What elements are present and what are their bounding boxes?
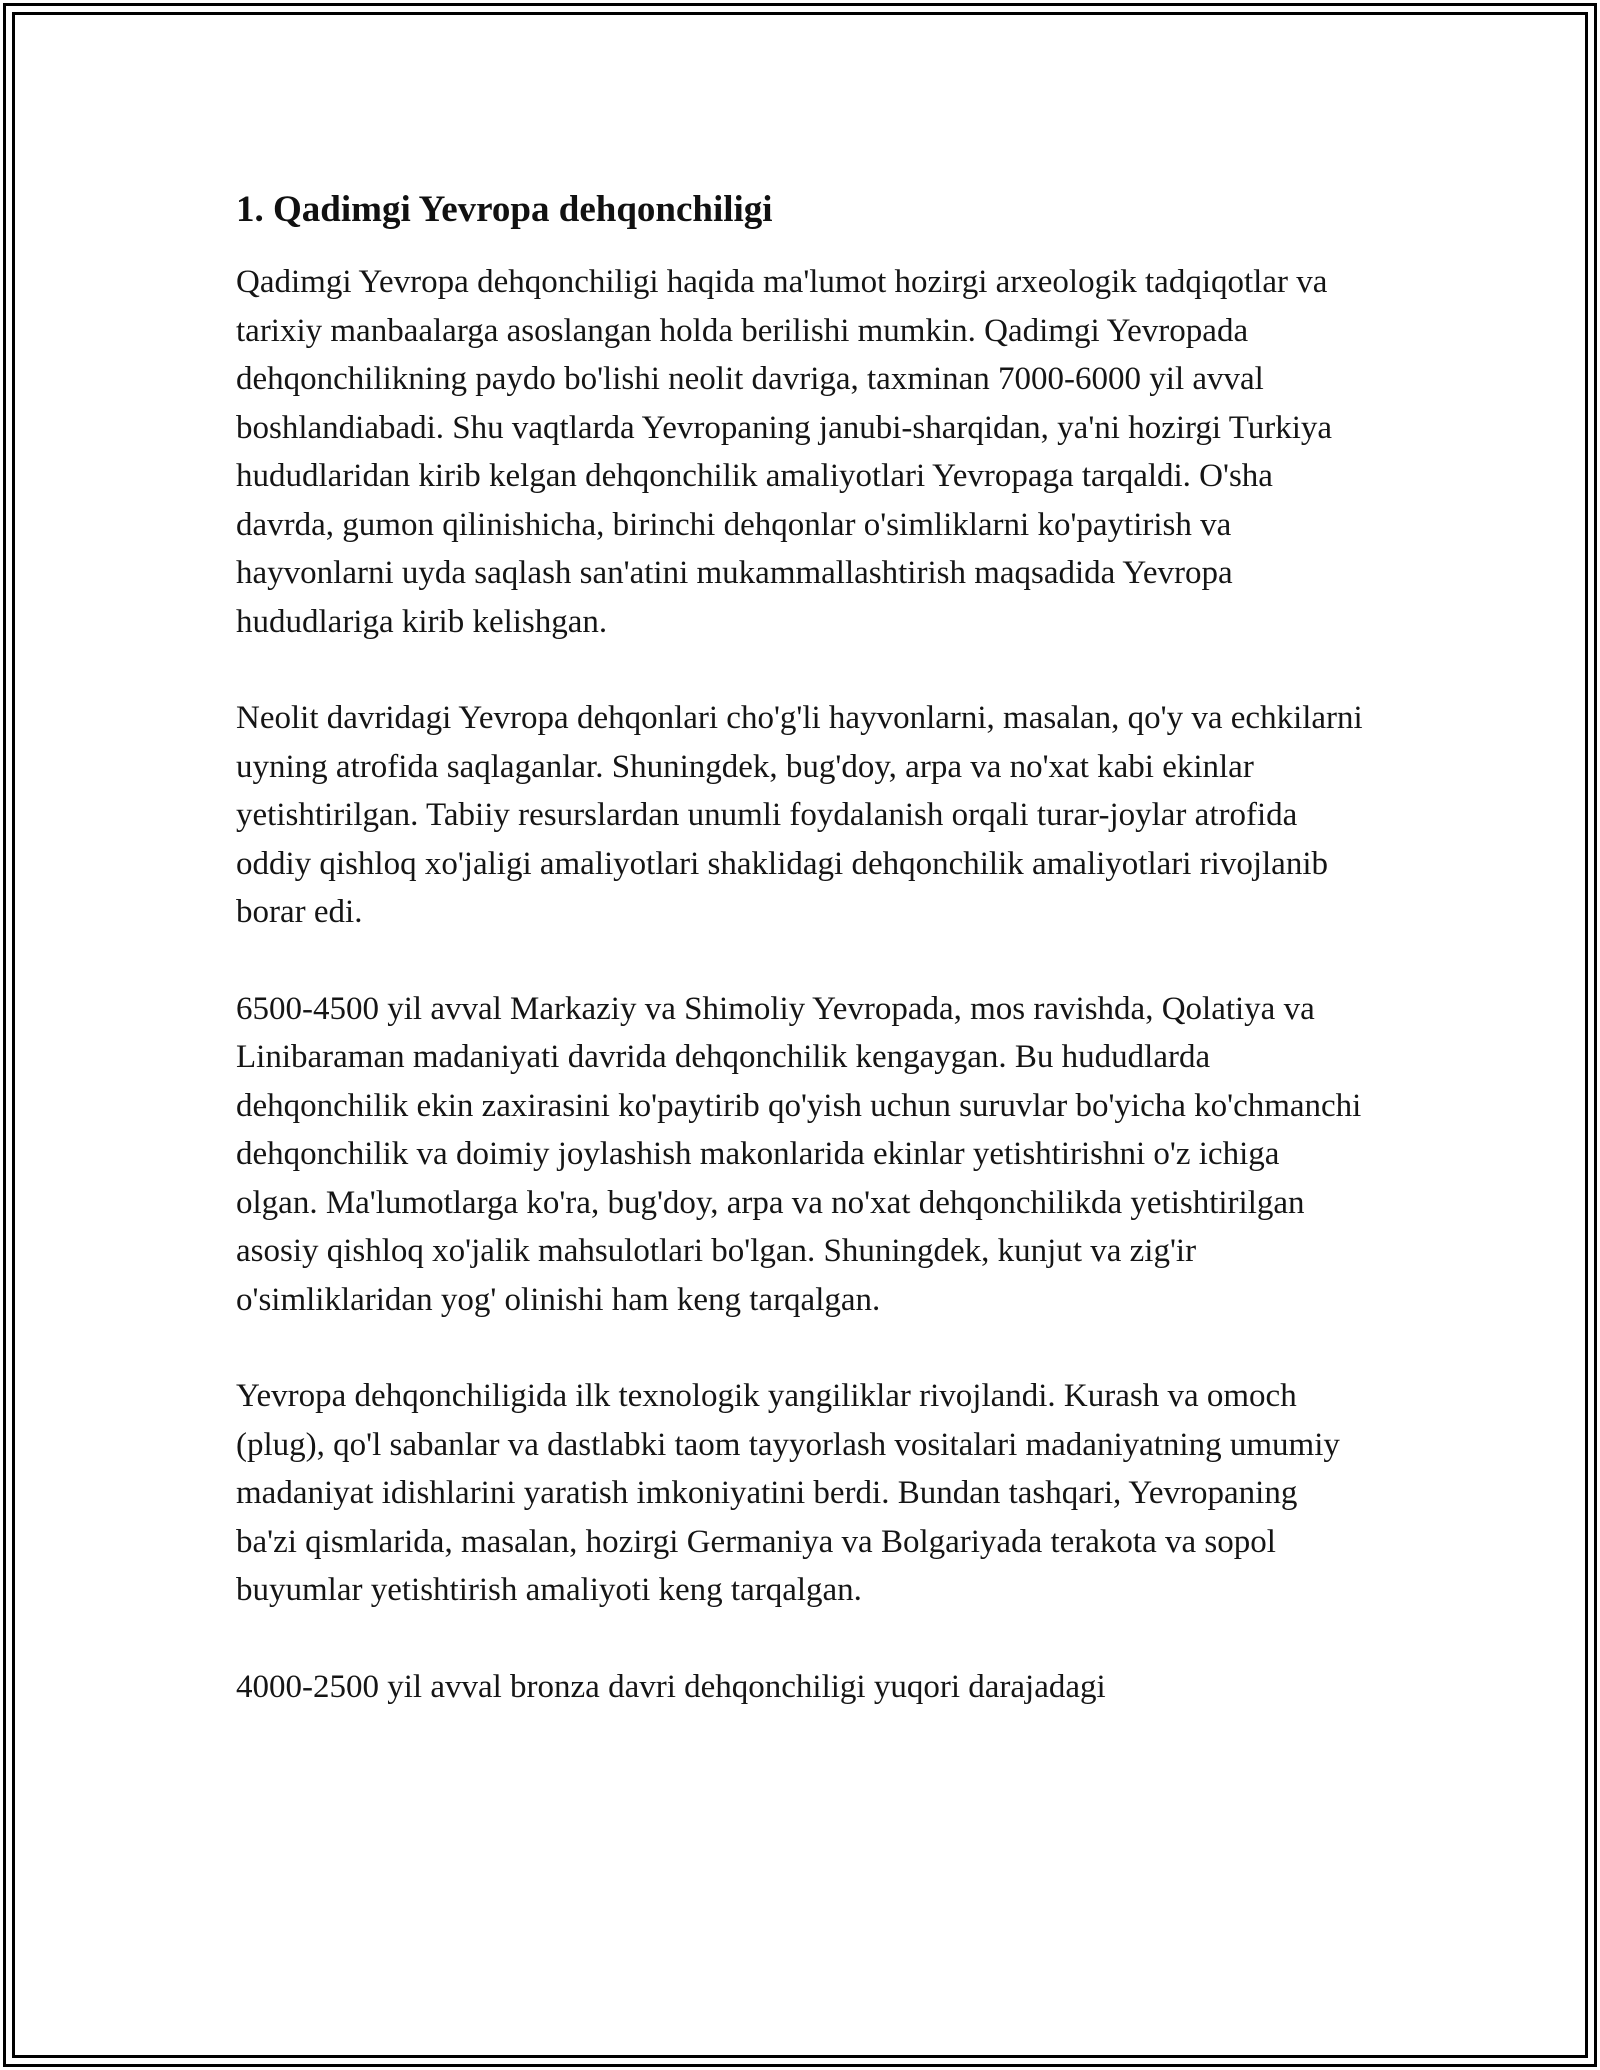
paragraph-4: Yevropa dehqonchiligida ilk texnologik yangiliklar rivojlandi. Kurash va omoch (plug), qo'l sabanlar va dastlabki taom tayyorlash vositalari madaniyatning umumiy madaniyat idishlarini yaratish imkoniyatini berdi. Bundan tashqari, Yevropaning ba'zi qismlarida, masalan, hozirgi Germaniya va Bolgariyada terakota va sopol buyumlar yetishtirish amaliyoti keng tarqalgan. [236, 1378, 1340, 1608]
section-heading: 1. Qadimgi Yevropa dehqonchiligi [236, 189, 773, 230]
paragraph-1: Qadimgi Yevropa dehqonchiligi haqida ma'lumot hozirgi arxeologik tadqiqotlar va tarixiy manbaalarga asoslangan holda berilishi mumkin. Qadimgi Yevropada dehqonchilikning paydo bo'lishi neolit davriga, taxminan 7000-6000 yil avval boshlandiabadi. Shu vaqtlarda Yevropaning janubi-sharqidan, ya'ni hozirgi Turkiya hududlaridan kirib kelgan dehqonchilik amaliyotlari Yevropaga tarqaldi. O'sha davrda, gumon qilinishicha, birinchi dehqonlar o'simliklarni ko'paytirish va hayvonlarni uyda saqlash san'atini mukammallashtirish maqsadida Yevropa hududlariga kirib kelishgan. [236, 264, 1333, 640]
document-body [236, 186, 1366, 1759]
paragraph-5: 4000-2500 yil avval bronza davri dehqonchiligi yuqori darajadagi [236, 1668, 1106, 1705]
paragraph-2: Neolit davridagi Yevropa dehqonlari cho'g'li hayvonlarni, masalan, qo'y va echkilarni uyning atrofida saqlaganlar. Shuningdek, bug'doy, arpa va no'xat kabi ekinlar yetishtirilgan. Tabiiy resurslardan unumli foydalanish orqali turar-joylar atrofida oddiy qishloq xo'jaligi amaliyotlari shaklidagi dehqonchilik amaliyotlari rivojlanib borar edi. [236, 700, 1363, 930]
paragraph-3: 6500-4500 yil avval Markaziy va Shimoliy Yevropada, mos ravishda, Qolatiya va Linibaraman madaniyati davrida dehqonchilik kengaygan. Bu hududlarda dehqonchilik ekin zaxirasini ko'paytirib qo'yish uchun suruvlar bo'yicha ko'chmanchi dehqonchilik va doimiy joylashish makonlarida ekinlar yetishtirishni o'z ichiga olgan. Ma'lumotlarga ko'ra, bug'doy, arpa va no'xat dehqonchilikda yetishtirilgan asosiy qishloq xo'jalik mahsulotlari bo'lgan. Shuningdek, kunjut va zig'ir o'simliklaridan yog' olinishi ham keng tarqalgan. [236, 990, 1362, 1318]
